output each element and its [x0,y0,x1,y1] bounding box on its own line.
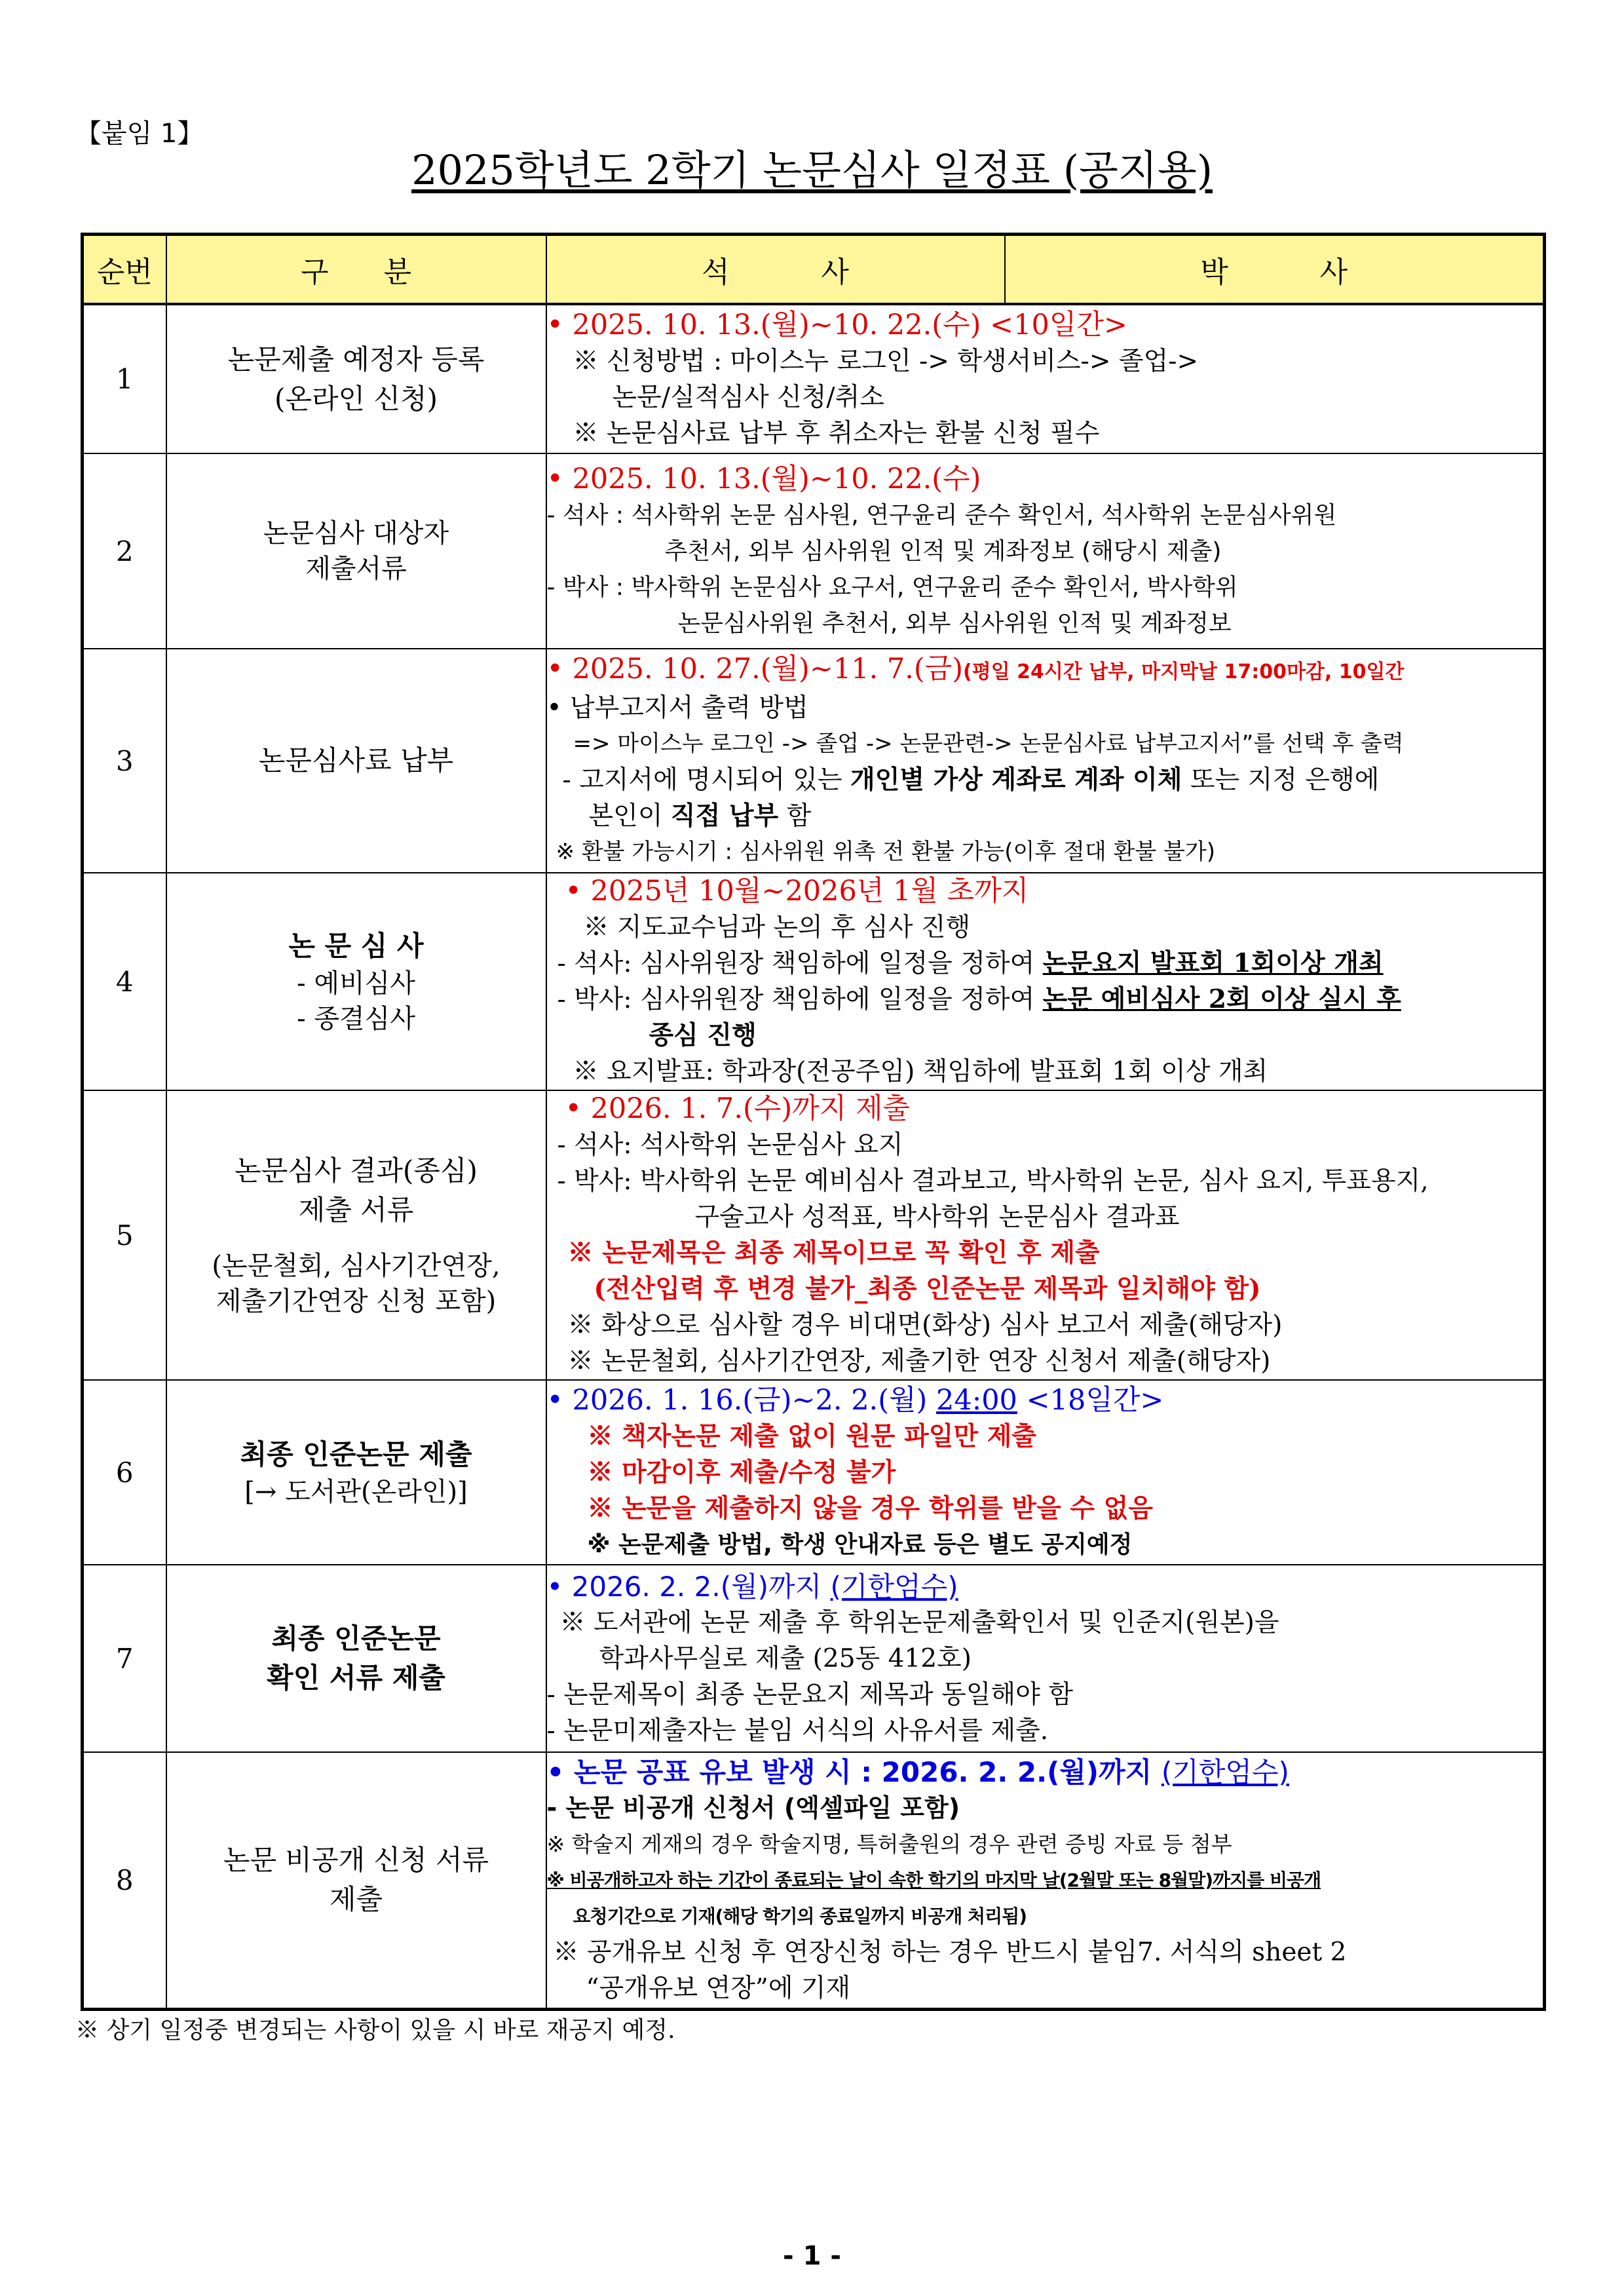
text-span: (기한엄수) [830,1570,958,1603]
content-line: 구술고사 성적표, 박사학위 논문심사 결과표 [694,1202,1180,1232]
category-line: [→ 도서관(온라인)] [244,1477,468,1507]
header-category: 구 분 [166,235,546,305]
category-line: 논문제출 예정자 등록 [227,343,485,375]
table-row [83,1565,1545,1752]
content-line: ※ 환불 가능시기 : 심사위원 위촉 전 환불 가능(이후 절대 환불 불가) [556,839,1215,865]
text-span: - 석사: 심사위원장 책임하에 일정을 정하여 [557,949,1043,978]
category-line: 확인 서류 제출 [267,1662,445,1694]
text-span: - 박사: 심사위원장 책임하에 일정을 정하여 [557,985,1043,1014]
content-line: ※ 논문철회, 심사기간연장, 제출기한 연장 신청서 제출(해당자) [567,1347,1271,1376]
content-line: ※ 논문을 제출하지 않을 경우 학위를 받을 수 없음 [587,1493,1153,1523]
schedule-date [547,651,1543,690]
table-header-row [83,235,1545,305]
table-row [83,649,1545,873]
content-line: ※ 논문제목은 최종 제목이므로 꼭 확인 후 제출 [567,1238,1100,1268]
content-line: 종심 진행 [649,1020,757,1050]
content-line: - 박사 : 박사학위 논문심사 요구서, 연구윤리 준수 확인서, 박사학위 [546,573,1238,601]
schedule-date [547,1383,1543,1419]
schedule-date [547,1754,1543,1790]
row-num: 7 [83,1565,166,1752]
content-line: - 논문 비공개 신청서 (엑셀파일 포함) [546,1793,960,1822]
content-line: 논문/실적심사 신청/취소 [612,382,884,412]
date-range: • 2025. 10. 27.(월)∼11. 7.(금) [546,653,964,685]
row-content [546,1090,1545,1380]
schedule-date: • 2026. 1. 7.(수)까지 제출 [565,1092,910,1125]
header-doctor: 박 사 [1005,235,1545,305]
row-category [166,304,546,453]
category-line: (온라인 신청) [274,382,438,415]
schedule-date [547,1569,1543,1605]
category-line: 논 문 심 사 [288,930,424,962]
row-num: 4 [83,873,166,1090]
schedule-date: • 2025. 10. 13.(월)∼10. 22.(수) <10일간> [546,308,1127,341]
content-line: • 납부고지서 출력 방법 [546,693,808,723]
date-note: (평일 24시간 납부, 마지막날 17:00마감, 10일간 [963,660,1405,683]
category-line: 제출 서류 [298,1194,414,1226]
text-span: • 논문 공표 유보 발생 시 : 2026. 2. 2.(월)까지 [546,1755,1161,1788]
row-num: 1 [83,304,166,453]
category-line: - 예비심사 [297,968,415,999]
category-line: 제출기간연장 신청 포함) [216,1286,497,1316]
text-span: 논문요지 발표회 1회이상 개최 [1042,948,1384,978]
table-row [83,453,1545,649]
category-line: (논문철회, 심사기간연장, [212,1251,500,1281]
text-span: <18일간> [1017,1383,1164,1417]
category-line: 제출서류 [305,554,407,584]
content-line: ※ 신청방법 : 마이스누 로그인 -> 학생서비스-> 졸업-> [573,346,1199,376]
row-category [166,1380,546,1565]
content-line: 논문심사위원 추천서, 외부 심사위원 인적 및 계좌정보 [677,609,1232,637]
content-line: ※ 마감이후 제출/수정 불가 [587,1457,896,1487]
category-line: 논문 비공개 신청 서류 [223,1844,489,1877]
category-line: 최종 인준논문 [271,1622,441,1655]
text-span: - 고지서에 명시되어 있는 [562,765,851,795]
row-category [166,1565,546,1752]
header-master: 석 사 [546,235,1005,305]
content-line: 추천서, 외부 심사위원 인적 및 계좌정보 (해당시 제출) [664,537,1222,565]
content-line: 요청기간으로 기재(해당 학기의 종료일까지 비공개 처리됨) [573,1905,1027,1927]
content-line: ※ 학술지 게재의 경우 학술지명, 특허출원의 경우 관련 증빙 자료 등 첨부 [546,1831,1232,1857]
content-line: (전산입력 후 변경 불가_최종 인준논문 제목과 일치해야 함) [594,1274,1261,1304]
footer-note: ※ 상기 일정중 변경되는 사항이 있을 시 바로 재공지 예정. [75,2017,675,2044]
row-content [546,304,1545,453]
row-category [166,873,546,1090]
schedule-date: • 2025. 10. 13.(월)∼10. 22.(수) [546,462,981,495]
category-line: 논문심사료 납부 [258,744,454,776]
text-span: 24:00 [935,1383,1017,1417]
row-num: 8 [83,1752,166,2009]
text-span: 개인별 가상 계좌로 계좌 이체 [850,765,1182,795]
table-row [83,873,1545,1090]
text-span: • 2026. 2. 2.(월)까지 [546,1570,831,1603]
category-line: 논문심사 대상자 [263,518,449,548]
content-line: ※ 요지발표: 학과장(전공주임) 책임하에 발표회 1회 이상 개최 [573,1057,1268,1086]
row-content [546,453,1545,649]
text-span: (기한엄수) [1161,1755,1289,1788]
page-number: - 1 - [783,2241,841,2271]
category-line: 논문심사 결과(종심) [235,1155,478,1187]
text-span: 직접 납부 [670,801,779,831]
row-num: 6 [83,1380,166,1565]
text-span: 또는 지정 은행에 [1182,765,1380,795]
category-line: - 종결심사 [297,1004,415,1034]
table-row [83,304,1545,453]
row-content [546,1565,1545,1752]
row-content [546,873,1545,1090]
row-num: 5 [83,1090,166,1380]
content-line: ※ 책자논문 제출 없이 원문 파일만 제출 [587,1421,1037,1451]
content-line: ※ 지도교수님과 논의 후 심사 진행 [583,913,971,942]
content-line: - 석사: 석사학위 논문심사 요지 [557,1130,903,1160]
table-row [83,1752,1545,2009]
text-span: 함 [778,801,812,831]
content-line: => 마이스누 로그인 -> 졸업 -> 논문관련-> 논문심사료 납부고지서”를 선택 후 출력 [573,731,1404,757]
content-line: ※ 논문심사료 납부 후 취소자는 환불 신청 필수 [573,418,1100,448]
text-span: 논문 예비심사 2회 이상 실시 후 [1042,984,1401,1014]
content-line: ※ 공개유보 신청 후 연장신청 하는 경우 반드시 붙임7. 서식의 sheet 2 [553,1937,1347,1967]
content-line: ※ 논문제출 방법, 학생 안내자료 등은 별도 공지예정 [587,1531,1133,1558]
content-line: ※ 비공개하고자 하는 기간이 종료되는 날이 속한 학기의 마지막 날(2월말 또는 8월말)까지를 비공개 [546,1869,1321,1891]
schedule-table [81,233,1546,2011]
content-line [547,762,1543,798]
header-num: 순번 [83,235,166,305]
text-span: • 2026. 1. 16.(금)∼2. 2.(월) [546,1383,936,1417]
content-line: ※ 도서관에 논문 제출 후 학위논문제출확인서 및 인준지(원본)을 [559,1607,1279,1637]
row-category [166,649,546,873]
row-category [166,1090,546,1380]
row-num: 3 [83,649,166,873]
category-line: 최종 인준논문 제출 [240,1438,472,1470]
content-line: - 논문제목이 최종 논문요지 제목과 동일해야 함 [546,1679,1073,1710]
row-num: 2 [83,453,166,649]
table-row [83,1380,1545,1565]
row-category [166,1752,546,2009]
table-row [83,1090,1545,1380]
text-span: 본인이 [588,801,671,831]
content-line: 학과사무실로 제출 (25동 412호) [599,1643,972,1674]
content-line: - 박사: 박사학위 논문 예비심사 결과보고, 박사학위 논문, 심사 요지, 투표용지, [557,1166,1429,1196]
schedule-date: • 2025년 10월∼2026년 1월 초까지 [565,875,1029,908]
page-title: 2025학년도 2학기 논문심사 일정표 (공지용) [411,146,1213,194]
content-line: “공개유보 연장”에 기재 [586,1973,851,2003]
attachment-label: 【붙임 1】 [75,119,204,149]
content-line [547,798,1543,834]
row-content [546,649,1545,873]
content-line: - 석사 : 석사학위 논문 심사원, 연구윤리 준수 확인서, 석사학위 논문심사위원 [546,501,1337,529]
row-content [546,1380,1545,1565]
content-line [557,982,1543,1018]
content-line [557,946,1543,982]
content-line: ※ 화상으로 심사할 경우 비대면(화상) 심사 보고서 제출(해당자) [567,1311,1283,1340]
row-category [166,453,546,649]
row-content [546,1752,1545,2009]
content-line: - 논문미제출자는 붙임 서식의 사유서를 제출. [546,1715,1049,1746]
category-line: 제출 [329,1883,383,1916]
